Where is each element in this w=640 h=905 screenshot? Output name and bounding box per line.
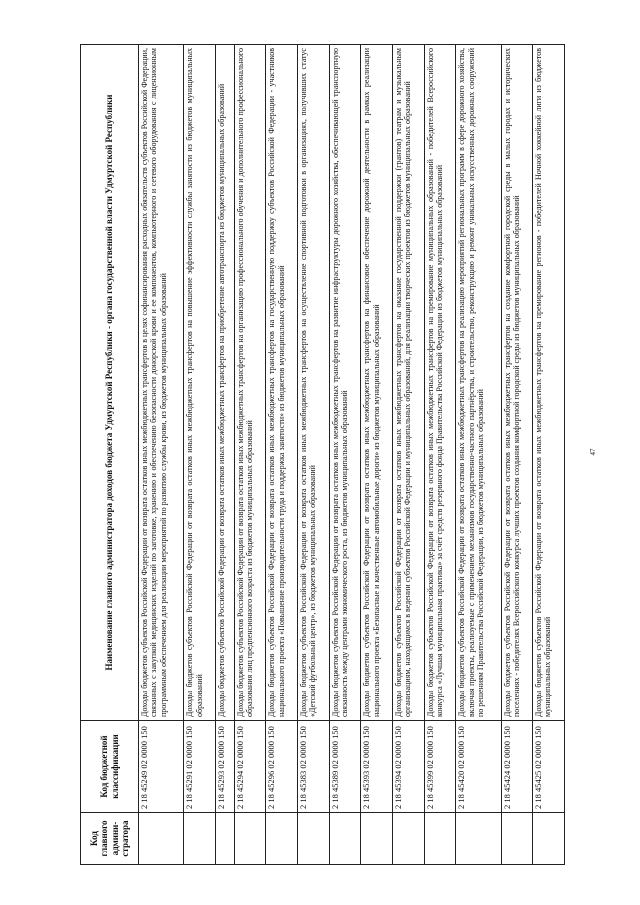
- name-cell: Доходы бюджетов субъектов Российской Федерации от возврата остатков иных межбюджетных трансфертов на повышение эффективности службы занятости из бюджетов муниципальных образований: [184, 45, 216, 721]
- admin-cell: [298, 813, 330, 865]
- name-cell: Доходы бюджетов субъектов Российской Федерации от возврата остатков иных межбюджетных трансфертов на приобретение автотранспорта из бюджетов муниципальных образований: [215, 45, 234, 721]
- table-row: [533, 45, 565, 865]
- budget-code-cell: 2 18 45393 02 0000 150: [361, 721, 393, 813]
- admin-cell: [234, 813, 266, 865]
- page-number: 47: [589, 448, 597, 456]
- table-row: [393, 45, 425, 865]
- budget-code-cell: 2 18 45293 02 0000 150: [215, 721, 234, 813]
- budget-code-cell: 2 18 45424 02 0000 150: [501, 721, 533, 813]
- name-cell: Доходы бюджетов субъектов Российской Федерации от возврата остатков иных межбюджетных трансфертов на государственную поддержку субъектов Российской Федерации - участников национального проекта «Повышение производительности труда и поддержка занятости» из бюджетов муниципальных образований: [266, 45, 298, 721]
- budget-code-cell: 2 18 45425 02 0000 150: [533, 721, 565, 813]
- table-row: [361, 45, 393, 865]
- header-admin-code: Код главного админи-стратора: [81, 813, 139, 865]
- admin-cell: [184, 813, 216, 865]
- name-cell: Доходы бюджетов субъектов Российской Федерации от возврата остатков иных межбюджетных трансфертов на развитие инфраструктуры дорожного хозяйства, обеспечивающей транспортную связанность между центрами экономического роста, из бюджетов муниципальных образований: [329, 45, 361, 721]
- name-cell: Доходы бюджетов субъектов Российской Федерации от возврата остатков иных межбюджетных трансфертов в целях софинансирования расходных обязательств субъектов Российской Федерации, связанных с закупкой медицинских изделий по заготовке, хранению и обеспечению безопасности донорской крови и ее компонентов, компьютерного и сетевого оборудования с лицензионным программным обеспечением для реализации мероприятий по развитию службы крови, из бюджетов муниципальных образований: [139, 45, 184, 721]
- budget-code-cell: 2 18 45394 02 0000 150: [393, 721, 425, 813]
- admin-cell: [501, 813, 533, 865]
- admin-cell: [266, 813, 298, 865]
- admin-cell: [456, 813, 501, 865]
- table-header-row: [81, 45, 139, 865]
- admin-cell: [424, 813, 456, 865]
- admin-cell: [329, 813, 361, 865]
- revenue-classification-table: [80, 44, 565, 865]
- table-row: [266, 45, 298, 865]
- header-name: Наименование главного администратора доходов бюджета Удмуртской Республики - органа государственной власти Удмуртской Республики: [81, 45, 139, 721]
- budget-code-cell: 2 18 45291 02 0000 150: [184, 721, 216, 813]
- budget-code-cell: 2 18 45389 02 0000 150: [329, 721, 361, 813]
- admin-cell: [139, 813, 184, 865]
- rotated-sheet: [80, 45, 565, 865]
- table-row: [234, 45, 266, 865]
- table-row: [139, 45, 184, 865]
- budget-code-cell: 2 18 45383 02 0000 150: [298, 721, 330, 813]
- budget-code-cell: 2 18 45399 02 0000 150: [424, 721, 456, 813]
- name-cell: Доходы бюджетов субъектов Российской Федерации от возврата остатков иных межбюджетных трансфертов на премирование муниципальных образований - победителей Всероссийского конкурса «Лучшая муниципальная практика» за счёт средств резервного фонда Правительства Российской Федерации из бюджетов муниципальных образований: [424, 45, 456, 721]
- table-row: [215, 45, 234, 865]
- table-row: [456, 45, 501, 865]
- budget-code-cell: 2 18 45420 02 0000 150: [456, 721, 501, 813]
- name-cell: Доходы бюджетов субъектов Российской Федерации от возврата остатков иных межбюджетных трансфертов на премирование регионов - победителей Ночной хоккейной лиги из бюджетов муниципальных образований: [533, 45, 565, 721]
- budget-code-cell: 2 18 45296 02 0000 150: [266, 721, 298, 813]
- name-cell: Доходы бюджетов субъектов Российской Федерации от возврата остатков иных межбюджетных трансфертов на реализацию мероприятий региональных программ в сфере дорожного хозяйства, включая проекты, реализуемые с применением механизмов государственно-частного партнёрства, и строительство, реконструкцию и ремонт уникальных искусственных дорожных сооружений по решениям Правительства Российской Федерации, из бюджетов муниципальных образований: [456, 45, 501, 721]
- table-row: [501, 45, 533, 865]
- budget-code-cell: 2 18 45249 02 0000 150: [139, 721, 184, 813]
- table-body: [139, 45, 565, 865]
- admin-cell: [393, 813, 425, 865]
- name-cell: Доходы бюджетов субъектов Российской Федерации от возврата остатков иных межбюджетных трансфертов на организацию профессионального обучения и дополнительного профессионального образования лиц предпенсионного возраста из бюджетов муниципальных образований: [234, 45, 266, 721]
- name-cell: Доходы бюджетов субъектов Российской Федерации от возврата остатков иных межбюджетных трансфертов на осуществление спортивной подготовки в организациях, получивших статус «Детский футбольный центр», из бюджетов муниципальных образований: [298, 45, 330, 721]
- name-cell: Доходы бюджетов субъектов Российской Федерации от возврата остатков иных межбюджетных трансфертов на оказание государственной поддержки (грантов) театрам и музыкальным организациям, находящимся в ведении субъектов Российской Федерации и муниципальных образований, для реализации творческих проектов из бюджетов муниципальных образований: [393, 45, 425, 721]
- admin-cell: [215, 813, 234, 865]
- header-budget-code: Код бюджетной классификации: [81, 721, 139, 813]
- name-cell: Доходы бюджетов субъектов Российской Федерации от возврата остатков иных межбюджетных трансфертов на финансовое обеспечение дорожной деятельности в рамках реализации национального проекта «Безопасные и качественные автомобильные дороги» из бюджетов муниципальных образований: [361, 45, 393, 721]
- table-row: [184, 45, 216, 865]
- table-row: [424, 45, 456, 865]
- admin-cell: [361, 813, 393, 865]
- admin-cell: [533, 813, 565, 865]
- table-row: [298, 45, 330, 865]
- budget-code-cell: 2 18 45294 02 0000 150: [234, 721, 266, 813]
- name-cell: Доходы бюджетов субъектов Российской Федерации от возврата остатков иных межбюджетных трансфертов на создание комфортной городской среды в малых городах и исторических поселениях - победителях Всероссийского конкурса лучших проектов создания комфортной городской среды из бюджетов муниципальных образований: [501, 45, 533, 721]
- table-row: [329, 45, 361, 865]
